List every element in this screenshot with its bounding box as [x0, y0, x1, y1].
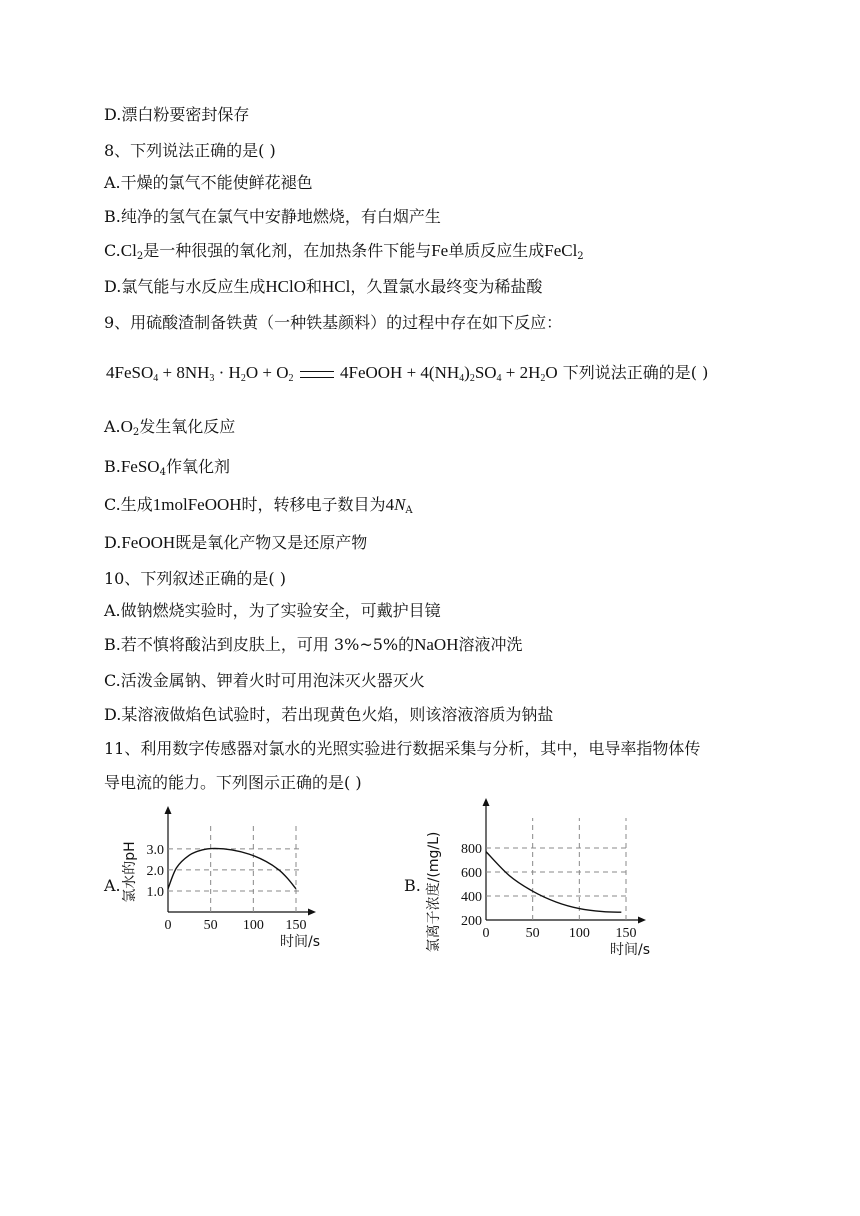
q7-option-d: D.漂白粉要密封保存 — [104, 105, 250, 124]
q11-stem-line1: 11、利用数字传感器对氯水的光照实验进行数据采集与分析，其中，电导率指物体传 — [104, 739, 701, 758]
q9-stem: 9、用硫酸渣制备铁黄（一种铁基颜料）的过程中存在如下反应： — [104, 313, 563, 332]
q11-option-a-label: A. — [104, 876, 121, 895]
chart-b-svg — [420, 812, 670, 972]
y-tick-label: 800 — [461, 842, 482, 857]
q8-option-a: A.干燥的氯气不能使鲜花褪色 — [104, 173, 313, 192]
q8-stem: 8、下列说法正确的是( ) — [104, 141, 276, 160]
q11-option-b-label: B. — [404, 876, 421, 895]
q9-option-a: $A.O_2$发生氧化反应 — [104, 417, 236, 438]
series-line — [486, 852, 621, 913]
x-tick-label: 150 — [615, 926, 637, 941]
x-tick-label: 150 — [285, 918, 307, 933]
q9-option-c: C.生成1molFeOOH时，转移电子数目为$4N_A$ — [104, 495, 413, 516]
x-tick-label: 0 — [164, 918, 172, 933]
q11-stem-line2: 导电流的能力。下列图示正确的是( ) — [104, 773, 362, 792]
q9-option-b: B.FeSO$_4$作氧化剂 — [104, 457, 230, 478]
q9-equation: 4FeSO$_4$ + $8NH_3 \cdot H_2O + O_2$ 4FeOOH + $4(NH_4)_2SO_4 + 2H_2O$ 下列说法正确的是( ) — [106, 363, 709, 384]
y-tick-label: 600 — [461, 866, 482, 881]
x-axis-arrow — [308, 909, 316, 916]
y-tick-label: 200 — [461, 914, 482, 929]
y-tick-label: 1.0 — [146, 884, 164, 900]
q10-option-d: D.某溶液做焰色试验时，若出现黄色火焰，则该溶液溶质为钠盐 — [104, 705, 554, 724]
q8-option-c: $C.Cl_2$是一种很强的氧化剂，在加热条件下能与Fe单质反应生成FeCl$_2$ — [104, 241, 584, 262]
y-axis-label: 氯离子浓度/(mg/L) — [426, 831, 442, 953]
x-tick-label: 50 — [203, 918, 218, 933]
x-axis-label: 时间/s — [609, 942, 651, 958]
x-tick-label: 0 — [482, 926, 490, 941]
y-axis-arrow — [483, 798, 490, 806]
x-tick-label: 100 — [242, 918, 264, 933]
q9-option-d: D.FeOOH既是氧化产物又是还原产物 — [104, 533, 368, 552]
x-axis-arrow — [638, 917, 646, 924]
reaction-equation: 4FeSO$_4$ + $8NH_3 \cdot H_2O + O_2$ 4FeOOH + $4(NH_4)_2SO_4 + 2H_2O$ — [106, 363, 558, 384]
x-tick-label: 50 — [525, 926, 540, 941]
series-line — [168, 848, 296, 888]
x-tick-label: 100 — [568, 926, 590, 941]
y-axis-arrow — [165, 806, 172, 814]
chart-a-svg — [120, 812, 340, 962]
y-tick-label: 400 — [461, 890, 482, 905]
q10-option-c: C.活泼金属钠、钾着火时可用泡沫灭火器灭火 — [104, 671, 425, 690]
y-tick-label: 2.0 — [146, 863, 164, 879]
x-axis-label: 时间/s — [279, 934, 321, 950]
y-tick-label: 3.0 — [146, 842, 164, 858]
q8-option-b: B.纯净的氢气在氯气中安静地燃烧，有白烟产生 — [104, 207, 441, 226]
q8-option-d: D.氯气能与水反应生成HClO和HCl，久置氯水最终变为稀盐酸 — [104, 277, 543, 296]
chart-a-ph — [120, 812, 340, 966]
q10-option-a: A.做钠燃烧实验时，为了实验安全，可戴护目镜 — [104, 601, 441, 620]
q10-option-b: B.若不慎将酸沾到皮肤上，可用 3%~5%的NaOH溶液冲洗 — [104, 635, 523, 654]
y-axis-label: 氯水的pH — [122, 841, 138, 903]
q10-stem: 10、下列叙述正确的是( ) — [104, 569, 286, 588]
chart-b-chloride — [420, 812, 670, 976]
